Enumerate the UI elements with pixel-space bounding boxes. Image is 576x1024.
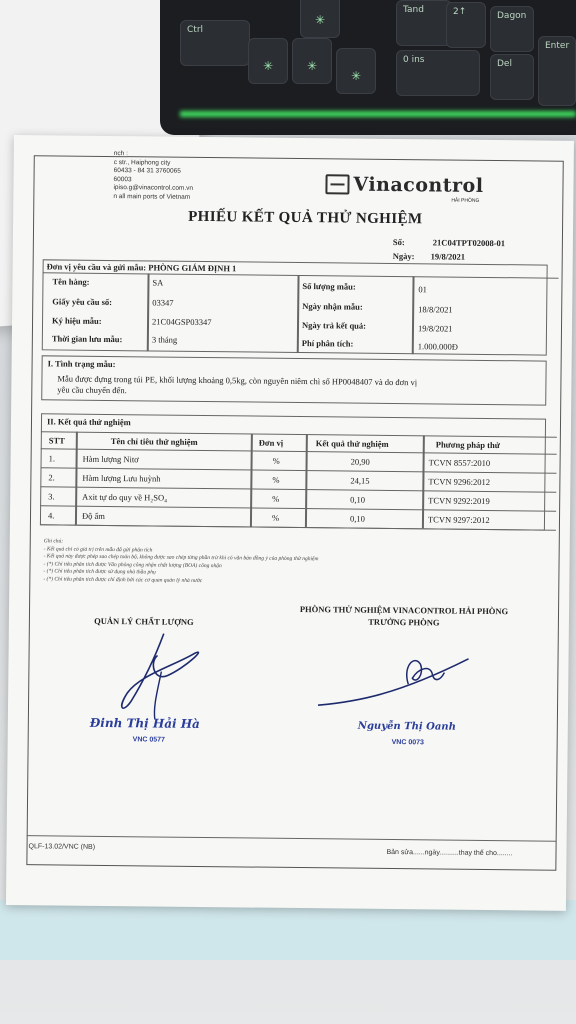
left-signer-name: Đinh Thị Hải Hà	[89, 715, 200, 731]
cell-result: 24,15	[350, 475, 370, 486]
ngay-tra-label: Ngày trả kết quả:	[301, 320, 367, 331]
key-label: 2↑	[453, 7, 467, 17]
key-2	[446, 2, 486, 48]
key-pgdn	[490, 6, 534, 52]
section-1-title: I. Tình trạng mẫu:	[47, 358, 116, 370]
key-ctrl	[180, 20, 250, 66]
address-line: ipiso.g@vinacontrol.com.vn	[113, 184, 194, 192]
notes	[43, 538, 318, 586]
key-arrow-down	[292, 38, 332, 84]
key-label: Tand	[403, 5, 424, 15]
ky-hieu-value: 21C04GSP03347	[152, 316, 212, 328]
key-del	[490, 54, 534, 100]
note-line: - Kết quả chỉ có giá trị trên mẫu đã gửi phân tích	[43, 545, 153, 553]
arrow-up-icon: ✳	[315, 13, 326, 27]
giay-value: 03347	[152, 297, 174, 308]
note-line: - (*) Chỉ tiêu phân tích được Văn phòng công nhận chất lượng (BOA) công nhận	[43, 560, 222, 569]
ngay-value: 19/8/2021	[430, 251, 466, 262]
address-line: c str., Haiphong city	[113, 158, 171, 167]
address-line: nch :	[113, 150, 128, 158]
ten-hang-value: SA	[152, 277, 164, 288]
cell-stt: 2.	[48, 472, 55, 483]
cell-method: TCVN 9296:2012	[428, 476, 491, 488]
cell-method: TCVN 8557:2010	[428, 457, 491, 469]
requester: Đơn vị yêu cầu và gửi mẫu: PHÒNG GIÁM ĐỊNH 1	[46, 261, 237, 274]
thoi-gian-label: Thời gian lưu mẫu:	[51, 333, 123, 345]
ky-hieu-label: Ký hiệu mẫu:	[52, 315, 102, 326]
cell-method: TCVN 9292:2019	[428, 495, 490, 507]
report-date	[393, 251, 465, 262]
cell-unit: %	[271, 512, 280, 523]
key-label: Del	[497, 59, 512, 69]
test-result-document	[6, 135, 574, 911]
right-signature-icon	[308, 643, 479, 715]
key-arrow-right	[336, 48, 376, 94]
key-arrow-up	[300, 0, 340, 38]
ten-hang-label: Tên hàng:	[52, 276, 90, 287]
revision-note: Bản sửa......ngày..........thay thế cho........	[386, 848, 513, 858]
cell-unit: %	[272, 455, 280, 466]
form-code: QLF-13.02/VNC (NB)	[28, 843, 96, 851]
cell-result: 20,90	[350, 456, 370, 467]
cell-name: Axit tự do quy về H₂SO₄	[82, 491, 168, 503]
keyboard	[160, 0, 576, 135]
logo-subtitle: HẢI PHÒNG	[451, 197, 480, 204]
cell-result: 0,10	[350, 494, 366, 505]
cell-method: TCVN 9297:2012	[427, 514, 490, 526]
header-result: Kết quả thử nghiệm	[315, 438, 389, 449]
cell-stt: 4.	[47, 510, 55, 521]
key-label: 0 ins	[403, 55, 425, 65]
note-line: Ghi chú:	[43, 538, 64, 545]
cell-name: Hàm lượng Lưu huỳnh	[82, 472, 161, 484]
cell-result: 0,10	[349, 513, 365, 524]
vinacontrol-logo	[325, 173, 483, 197]
ngay-nhan-value: 18/8/2021	[418, 304, 453, 315]
document-title: PHIẾU KẾT QUẢ THỬ NGHIỆM	[188, 208, 423, 228]
right-signature-org: PHÒNG THỬ NGHIỆM VINACONTROL HẢI PHÒNG	[299, 604, 509, 617]
arrow-right-icon: ✳	[351, 69, 362, 83]
right-signer-name: Nguyễn Thị Oanh	[357, 720, 456, 733]
so-value: 21C04TPT02008-01	[432, 237, 506, 249]
cell-unit: %	[272, 474, 280, 485]
key-end	[396, 0, 452, 46]
address-line: 60433 - 84 31 3760065	[113, 167, 181, 175]
thoi-gian-value: 3 tháng	[151, 334, 178, 345]
header-method: Phương pháp thử	[435, 439, 500, 451]
giay-label: Giấy yêu cầu số:	[52, 296, 113, 308]
so-luong-value: 01	[418, 284, 427, 295]
section-1-text: Mẫu được đựng trong túi PE, khối lượng khoảng 0,5kg, còn nguyên niêm chì số HP0048407 và do đơn vị	[57, 373, 418, 388]
so-label: Số:	[392, 236, 405, 248]
logo-text: Vinacontrol	[353, 173, 484, 197]
cell-name: Hàm lượng Nitơ	[82, 453, 139, 465]
left-signer-code: VNC 0577	[132, 736, 166, 744]
key-0-ins	[396, 50, 480, 96]
cell-stt: 3.	[48, 491, 55, 502]
key-label: Ctrl	[187, 25, 204, 35]
ngay-label: Ngày:	[392, 250, 415, 262]
cell-name: Độ ẩm	[81, 510, 105, 521]
phi-value: 1.000.000Đ	[417, 341, 459, 352]
right-signature-title: TRƯỞNG PHÒNG	[368, 616, 440, 628]
key-enter	[538, 36, 576, 106]
key-label: Enter	[545, 41, 570, 51]
header-name: Tên chỉ tiêu thử nghiệm	[110, 436, 198, 447]
section-2-title: II. Kết quả thử nghiệm	[46, 416, 131, 428]
key-arrow-left	[248, 38, 288, 84]
phi-label: Phí phân tích:	[301, 338, 354, 349]
header-unit: Đơn vị	[258, 437, 284, 448]
header-stt: STT	[48, 435, 65, 446]
company-address	[113, 150, 193, 202]
arrow-left-icon: ✳	[263, 59, 274, 73]
left-signature-icon	[113, 631, 224, 722]
arrow-down-icon: ✳	[307, 59, 318, 73]
section-1-text-cont: yêu cầu chuyển đến.	[57, 384, 127, 396]
note-line: - (*) Chỉ tiêu phân tích được sử dụng nhà thầu phụ	[43, 568, 156, 576]
address-line: 60003	[113, 175, 132, 183]
cell-stt: 1.	[48, 453, 56, 464]
report-number	[393, 237, 505, 248]
right-signer-code: VNC 0073	[391, 738, 424, 747]
scale-icon	[325, 174, 349, 194]
cell-unit: %	[272, 493, 280, 504]
so-luong-label: Số lượng mẫu:	[302, 281, 356, 292]
ngay-tra-value: 19/8/2021	[417, 323, 453, 334]
note-line: - (*) Chỉ tiêu phân tích được chỉ định bởi các cơ quan quản lý nhà nước	[43, 575, 203, 584]
address-line: n all main ports of Vietnam	[113, 192, 191, 201]
left-signature-title: QUẢN LÝ CHẤT LƯỢNG	[94, 615, 194, 627]
ngay-nhan-label: Ngày nhận mẫu:	[302, 301, 363, 312]
note-line: - Kết quả này được phép sao chép toàn bộ, không được sao chép từng phần trừ khi có văn bản đồng ý của phòng thử nghiệm	[43, 553, 319, 563]
key-label: Dagon	[497, 11, 527, 21]
